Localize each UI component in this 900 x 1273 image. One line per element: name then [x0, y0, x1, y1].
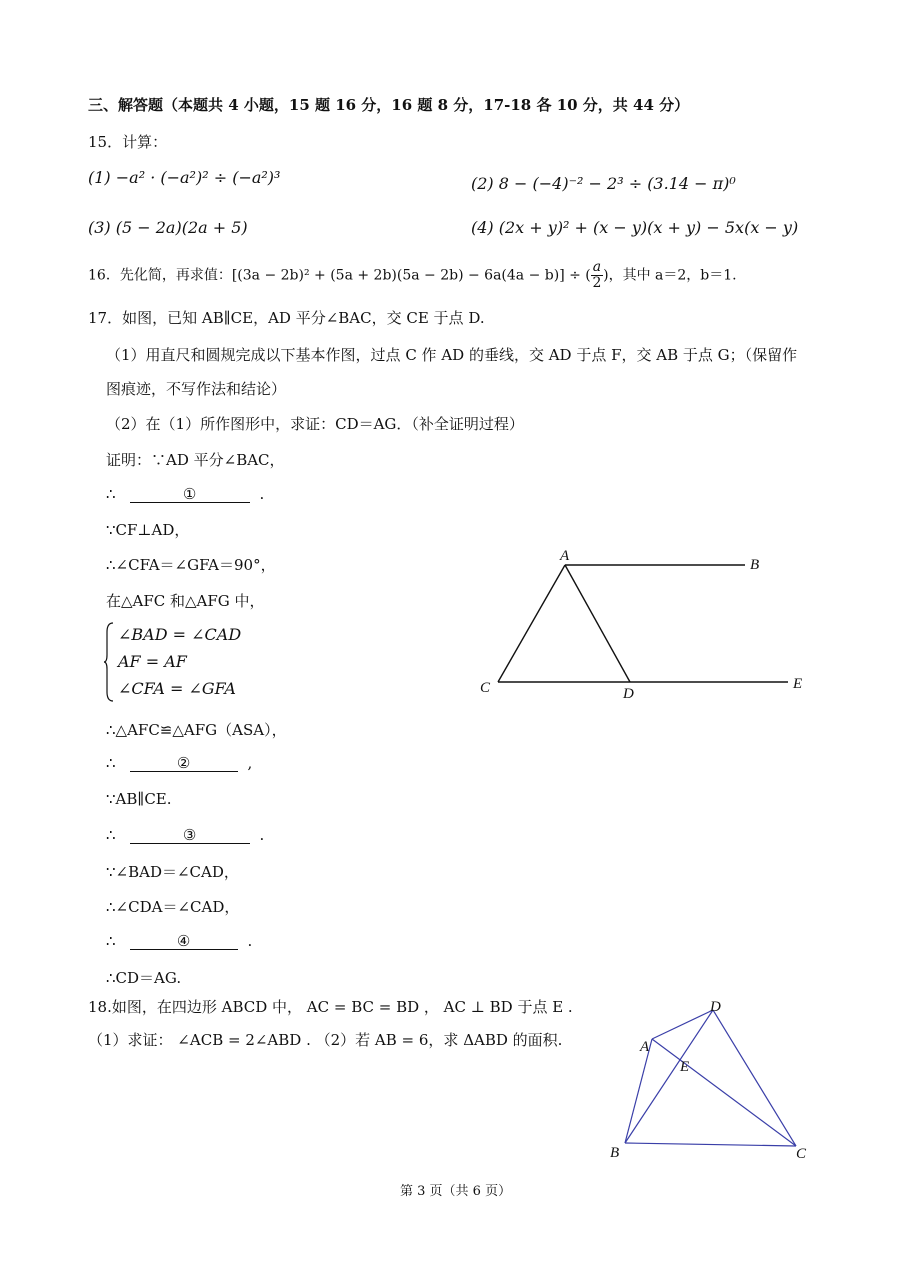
answer-blank-4[interactable]: ④	[130, 933, 238, 950]
proof-line-12: ∴ ④ .	[106, 932, 253, 950]
label-a: A	[640, 1039, 650, 1055]
proof-line-2: ∴ ① .	[106, 485, 265, 503]
segment-bc	[625, 1143, 796, 1146]
proof-line-1: 证明：∵AD 平分∠BAC，	[106, 451, 285, 469]
q15-part2: (2) 8 − (−4)⁻² − 2³ ÷ (3.14 − π)⁰	[471, 174, 736, 193]
proof-line-5: 在△AFC 和△AFG 中，	[106, 592, 265, 610]
system-eq-1: ∠BAD = ∠CAD	[118, 625, 242, 644]
proof-line-7: ∴ ② ,	[106, 754, 253, 772]
q16-question	[88, 260, 737, 291]
proof-line-11: ∴∠CDA＝∠CAD，	[106, 898, 240, 916]
q17-title: 17．如图，已知 AB∥CE，AD 平分∠BAC，交 CE 于点 D.	[88, 309, 485, 327]
proof-line-6: ∴△AFC≌△AFG（ASA），	[106, 721, 287, 739]
proof-line-13: ∴CD＝AG.	[106, 969, 182, 987]
label-a: A	[560, 548, 570, 564]
label-c: C	[480, 680, 491, 696]
system-brace	[104, 622, 114, 702]
label-e: E	[793, 676, 803, 692]
therefore-symbol: ∴	[106, 932, 116, 950]
therefore-symbol: ∴	[106, 826, 116, 844]
label-d: D	[623, 686, 634, 702]
therefore-symbol: ∴	[106, 754, 116, 772]
segment-bd	[625, 1010, 713, 1143]
q16-text: 16．先化简，再求值：[(3a − 2b)² + (5a + 2b)(5a − 2b) − 6a(4a − b)] ÷ (	[88, 267, 591, 284]
q18-figure	[600, 999, 820, 1165]
q16-fraction	[591, 260, 603, 291]
q17-figure	[470, 540, 820, 710]
proof-line-9: ∴ ③ .	[106, 826, 265, 844]
proof-line-3: ∵CF⊥AD，	[106, 521, 190, 539]
q17-part1-line2: 图痕迹，不写作法和结论）	[106, 380, 287, 398]
answer-blank-1[interactable]: ①	[130, 486, 250, 503]
q17-part1-line1: （1）用直尺和圆规完成以下基本作图，过点 C 作 AD 的垂线，交 AD 于点 F，交 AB 于点 G；（保留作	[106, 346, 798, 364]
q16-frac-den: 2	[592, 275, 602, 291]
q15-title: 15．计算：	[88, 133, 168, 151]
q16-frac-num: a	[592, 259, 602, 275]
label-b: B	[750, 557, 760, 573]
system-eq-3: ∠CFA = ∠GFA	[118, 679, 236, 698]
system-eq-2: AF = AF	[118, 652, 187, 671]
label-b: B	[610, 1145, 620, 1161]
therefore-symbol: ∴	[106, 485, 116, 503]
segment-cd	[713, 1010, 796, 1146]
q17-part2: （2）在（1）所作图形中，求证：CD＝AG．（补全证明过程）	[106, 415, 524, 433]
q18-line-1: 18.如图，在四边形 ABCD 中， AC = BC = BD ， AC ⊥ BD 于点 E .	[88, 998, 573, 1016]
segment-ac	[652, 1039, 796, 1146]
label-c: C	[796, 1146, 807, 1162]
label-d: D	[710, 999, 721, 1015]
label-e: E	[680, 1059, 690, 1075]
proof-line-4: ∴∠CFA＝∠GFA＝90°，	[106, 556, 276, 574]
proof-line-8: ∵AB∥CE.	[106, 790, 172, 808]
q15-part3: (3) (5 − 2a)(2a + 5)	[88, 218, 248, 237]
segment-ad	[565, 565, 630, 682]
section-header: 三、解答题（本题共 4 小题，15 题 16 分，16 题 8 分，17-18 各 10 分，共 44 分）	[88, 96, 690, 114]
q18-line-2: （1）求证： ∠ACB = 2∠ABD . （2）若 AB = 6，求 ΔABD 的面积.	[88, 1031, 563, 1049]
q16-tail: )，其中 a＝2，b＝1.	[603, 267, 737, 284]
segment-ac	[498, 565, 565, 682]
q15-part4: (4) (2x + y)² + (x − y)(x + y) − 5x(x − y)	[471, 218, 799, 237]
proof-line-10: ∵∠BAD＝∠CAD，	[106, 863, 239, 881]
q15-part1: (1) −a² · (−a²)² ÷ (−a²)³	[88, 168, 281, 187]
answer-blank-2[interactable]: ②	[130, 755, 238, 772]
answer-blank-3[interactable]: ③	[130, 827, 250, 844]
page-footer: 第 3 页（共 6 页）	[400, 1184, 512, 1199]
